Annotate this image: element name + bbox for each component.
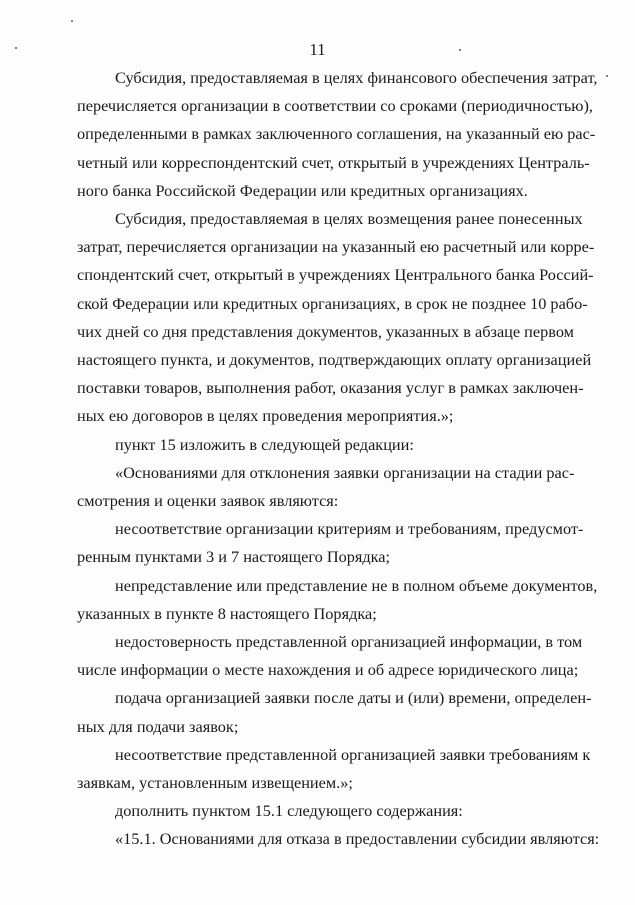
text-line: числе информации о месте нахождения и об адресе юридического лица; (77, 660, 579, 680)
text-line: Субсидия, предоставляемая в целях финансового обеспечения затрат, (115, 68, 598, 87)
scan-speck (606, 75, 608, 77)
text-line: «15.1. Основаниями для отказа в предоставлении субсидии являются: (115, 829, 600, 849)
page-number: 11 (309, 40, 326, 59)
text-line: подача организацией заявки после даты и (или) времени, определен- (115, 688, 592, 708)
text-line: ных ею договоров в целях проведения мероприятия.»; (77, 406, 454, 426)
text-line: ных для подачи заявок; (77, 716, 239, 736)
text-line: поставки товаров, выполнения работ, оказания услуг в рамках заключен- (77, 378, 584, 398)
text-line: несоответствие организации критериям и требованиям, предусмот- (115, 519, 584, 539)
text-line: заявкам, установленным извещением.»; (77, 773, 353, 793)
text-line: дополнить пунктом 15.1 следующего содержания: (115, 801, 463, 821)
text-line: ного банка Российской Федерации или кредитных организациях. (77, 180, 528, 200)
text-line: указанных в пункте 8 настоящего Порядка; (77, 603, 377, 623)
scan-speck (71, 20, 73, 22)
text-line: перечисляется организации в соответствии со сроками (периодичностью), (77, 96, 593, 116)
text-line: Субсидия, предоставляемая в целях возмещения ранее понесенных (115, 209, 583, 229)
text-line: смотрения и оценки заявок являются: (77, 491, 339, 511)
text-line: недостоверность представленной организацией информации, в том (115, 632, 583, 652)
text-line: затрат, перечисляется организации на указанный ею расчетный или корре- (77, 237, 595, 257)
text-line: ренным пунктами 3 и 7 настоящего Порядка; (77, 547, 391, 567)
text-line: определенными в рамках заключенного соглашения, на указанный ею рас- (77, 124, 596, 144)
text-line: ской Федерации или кредитных организациях, в срок не позднее 10 рабо- (77, 293, 588, 313)
document-body (77, 64, 600, 854)
text-line: четный или корреспондентский счет, открытый в учреждениях Централь- (77, 152, 590, 172)
text-line: спондентский счет, открытый в учреждениях Центрального банка Россий- (77, 265, 594, 285)
text-line: «Основаниями для отклонения заявки организации на стадии рас- (115, 462, 575, 482)
text-line: чих дней со дня представления документов, указанных в абзаце первом (77, 321, 574, 341)
text-line: несоответствие представленной организацией заявки требованиям к (115, 744, 591, 764)
text-line: пункт 15 изложить в следующей редакции: (115, 434, 414, 454)
text-line: непредставление или представление не в полном объеме документов, (115, 575, 598, 595)
text-line: настоящего пункта, и документов, подтверждающих оплату организацией (77, 350, 592, 370)
